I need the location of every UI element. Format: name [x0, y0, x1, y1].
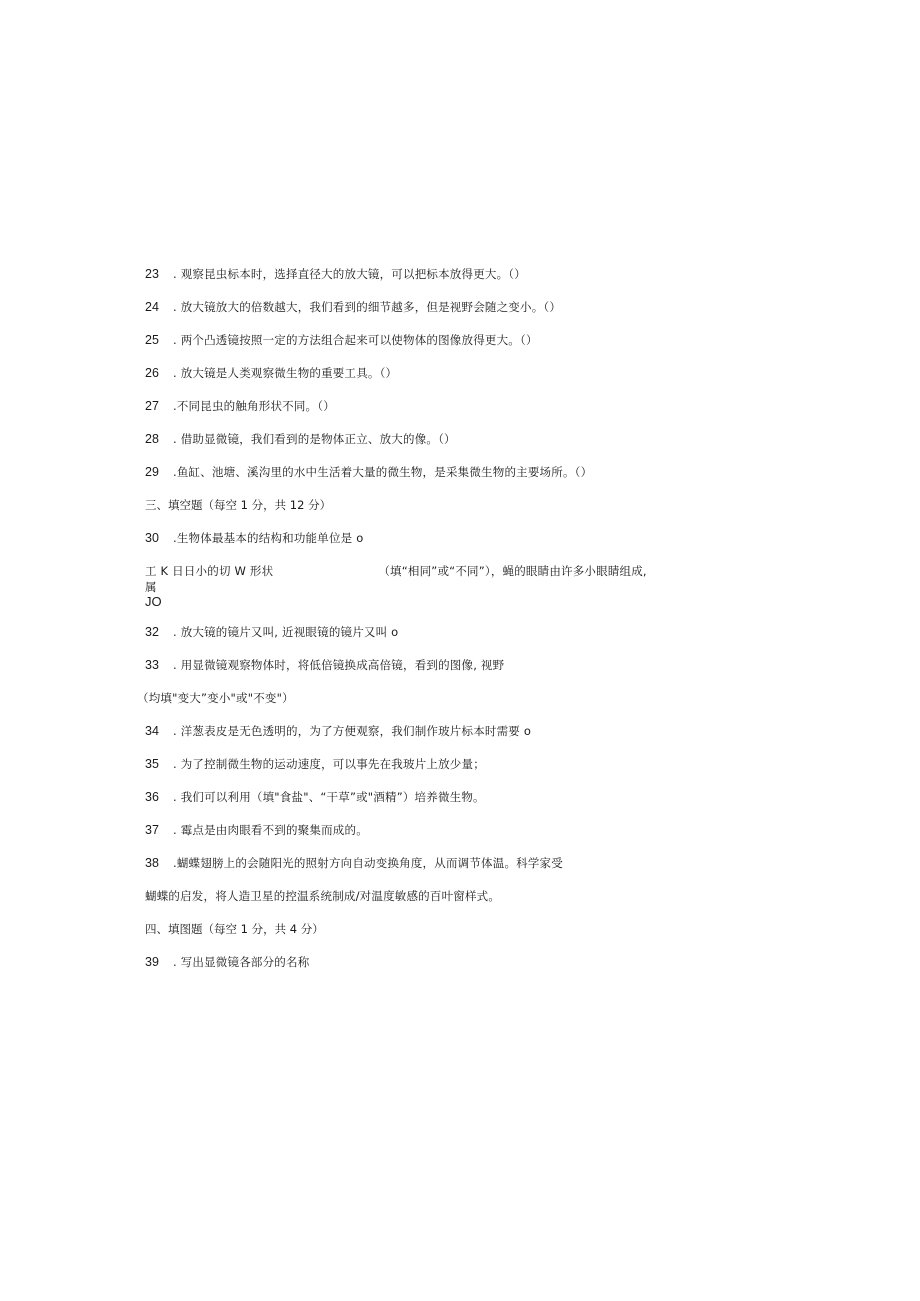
question-text: . 两个凸透镜按照一定的方法组合起来可以使物体的图像放得更大。（） [173, 333, 538, 347]
question-28 [145, 431, 456, 447]
question-text: . 放大镜是人类观察微生物的重要工具。（） [173, 366, 398, 380]
question-text: .鱼缸、池塘、溪沟里的水中生活着大量的微生物，是采集微生物的主要场所。（） [173, 465, 593, 479]
question-text: JO [145, 594, 162, 609]
question-38 [145, 855, 563, 871]
section-heading-fill-in: 三、填空题（每空 1 分，共 12 分） [145, 498, 332, 512]
question-number: 25 [145, 333, 159, 347]
question-text: . 霉点是由肉眼看不到的聚集而成的。 [173, 823, 368, 837]
question-number: 23 [145, 267, 159, 281]
question-text-right: （填“相同”或“不同”），蝇的眼睛由许多小眼睛组成, [378, 564, 647, 578]
question-text: . 用显微镜观察物体时，将低倍镜换成高倍镜，看到的图像, 视野 [173, 658, 505, 672]
question-38-continued [145, 888, 500, 904]
question-text: . 写出显微镜各部分的名称 [173, 955, 310, 969]
question-number: 39 [145, 955, 159, 969]
question-number: 34 [145, 724, 159, 738]
question-number: 35 [145, 757, 159, 771]
question-text: . 放大镜放大的倍数越大，我们看到的细节越多，但是视野会随之变小。（） [173, 300, 562, 314]
question-number: 36 [145, 790, 159, 804]
question-text: .不同昆虫的触角形状不同。（） [173, 399, 335, 413]
question-text: . 为了控制微生物的运动速度，可以事先在我玻片上放少量； [173, 757, 485, 771]
question-number: 24 [145, 300, 159, 314]
question-text: . 观察昆虫标本时，选择直径大的放大镜，可以把标本放得更大。（） [173, 267, 526, 281]
question-text: 属 [145, 580, 157, 594]
question-25 [145, 332, 538, 348]
question-text: .生物体最基本的结构和功能单位是 o [173, 531, 364, 545]
question-number: 38 [145, 856, 159, 870]
question-text: . 我们可以利用（填"食盐"、“干草”或"酒精”）培养微生物。 [173, 790, 485, 804]
question-text-left: 工 K 日日小的切 W 形状 [145, 564, 274, 578]
question-34 [145, 723, 531, 739]
question-number: 33 [145, 658, 159, 672]
question-36 [145, 789, 485, 805]
question-32 [145, 624, 398, 640]
question-29 [145, 464, 592, 480]
question-33-note [137, 690, 294, 706]
question-text: （均填"变大”变小"或"不变"） [137, 691, 294, 705]
question-number: 27 [145, 399, 159, 413]
question-text: .蝴蝶翅膀上的会随阳光的照射方向自动变换角度，从而调节体温。科学家受 [173, 856, 563, 870]
question-text: . 借助显微镜，我们看到的是物体正立、放大的像。（） [173, 432, 456, 446]
question-39 [145, 954, 309, 970]
question-text: 蝴蝶的启发，将人造卫星的控温系统制成/对温度敏感的百叶窗样式。 [145, 889, 501, 903]
question-31-continued [145, 579, 157, 595]
question-number: 37 [145, 823, 159, 837]
question-number: 28 [145, 432, 159, 446]
question-number: 26 [145, 366, 159, 380]
question-37 [145, 822, 368, 838]
question-26 [145, 365, 397, 381]
question-23 [145, 266, 526, 282]
question-31 [145, 563, 647, 579]
question-number: 30 [145, 531, 159, 545]
question-27 [145, 398, 335, 414]
question-33 [145, 657, 504, 673]
question-24 [145, 299, 561, 315]
question-35 [145, 756, 485, 772]
question-number: 29 [145, 465, 159, 479]
question-text: . 洋葱表皮是无色透明的，为了方便观察，我们制作玻片标本时需要 o [173, 724, 532, 738]
section-heading-diagram: 四、填图题（每空 1 分，共 4 分） [145, 922, 324, 936]
question-31-end [145, 594, 162, 610]
question-text: . 放大镜的镜片又叫, 近视眼镜的镜片又叫 o [173, 625, 399, 639]
question-number: 32 [145, 625, 159, 639]
question-30 [145, 530, 363, 546]
